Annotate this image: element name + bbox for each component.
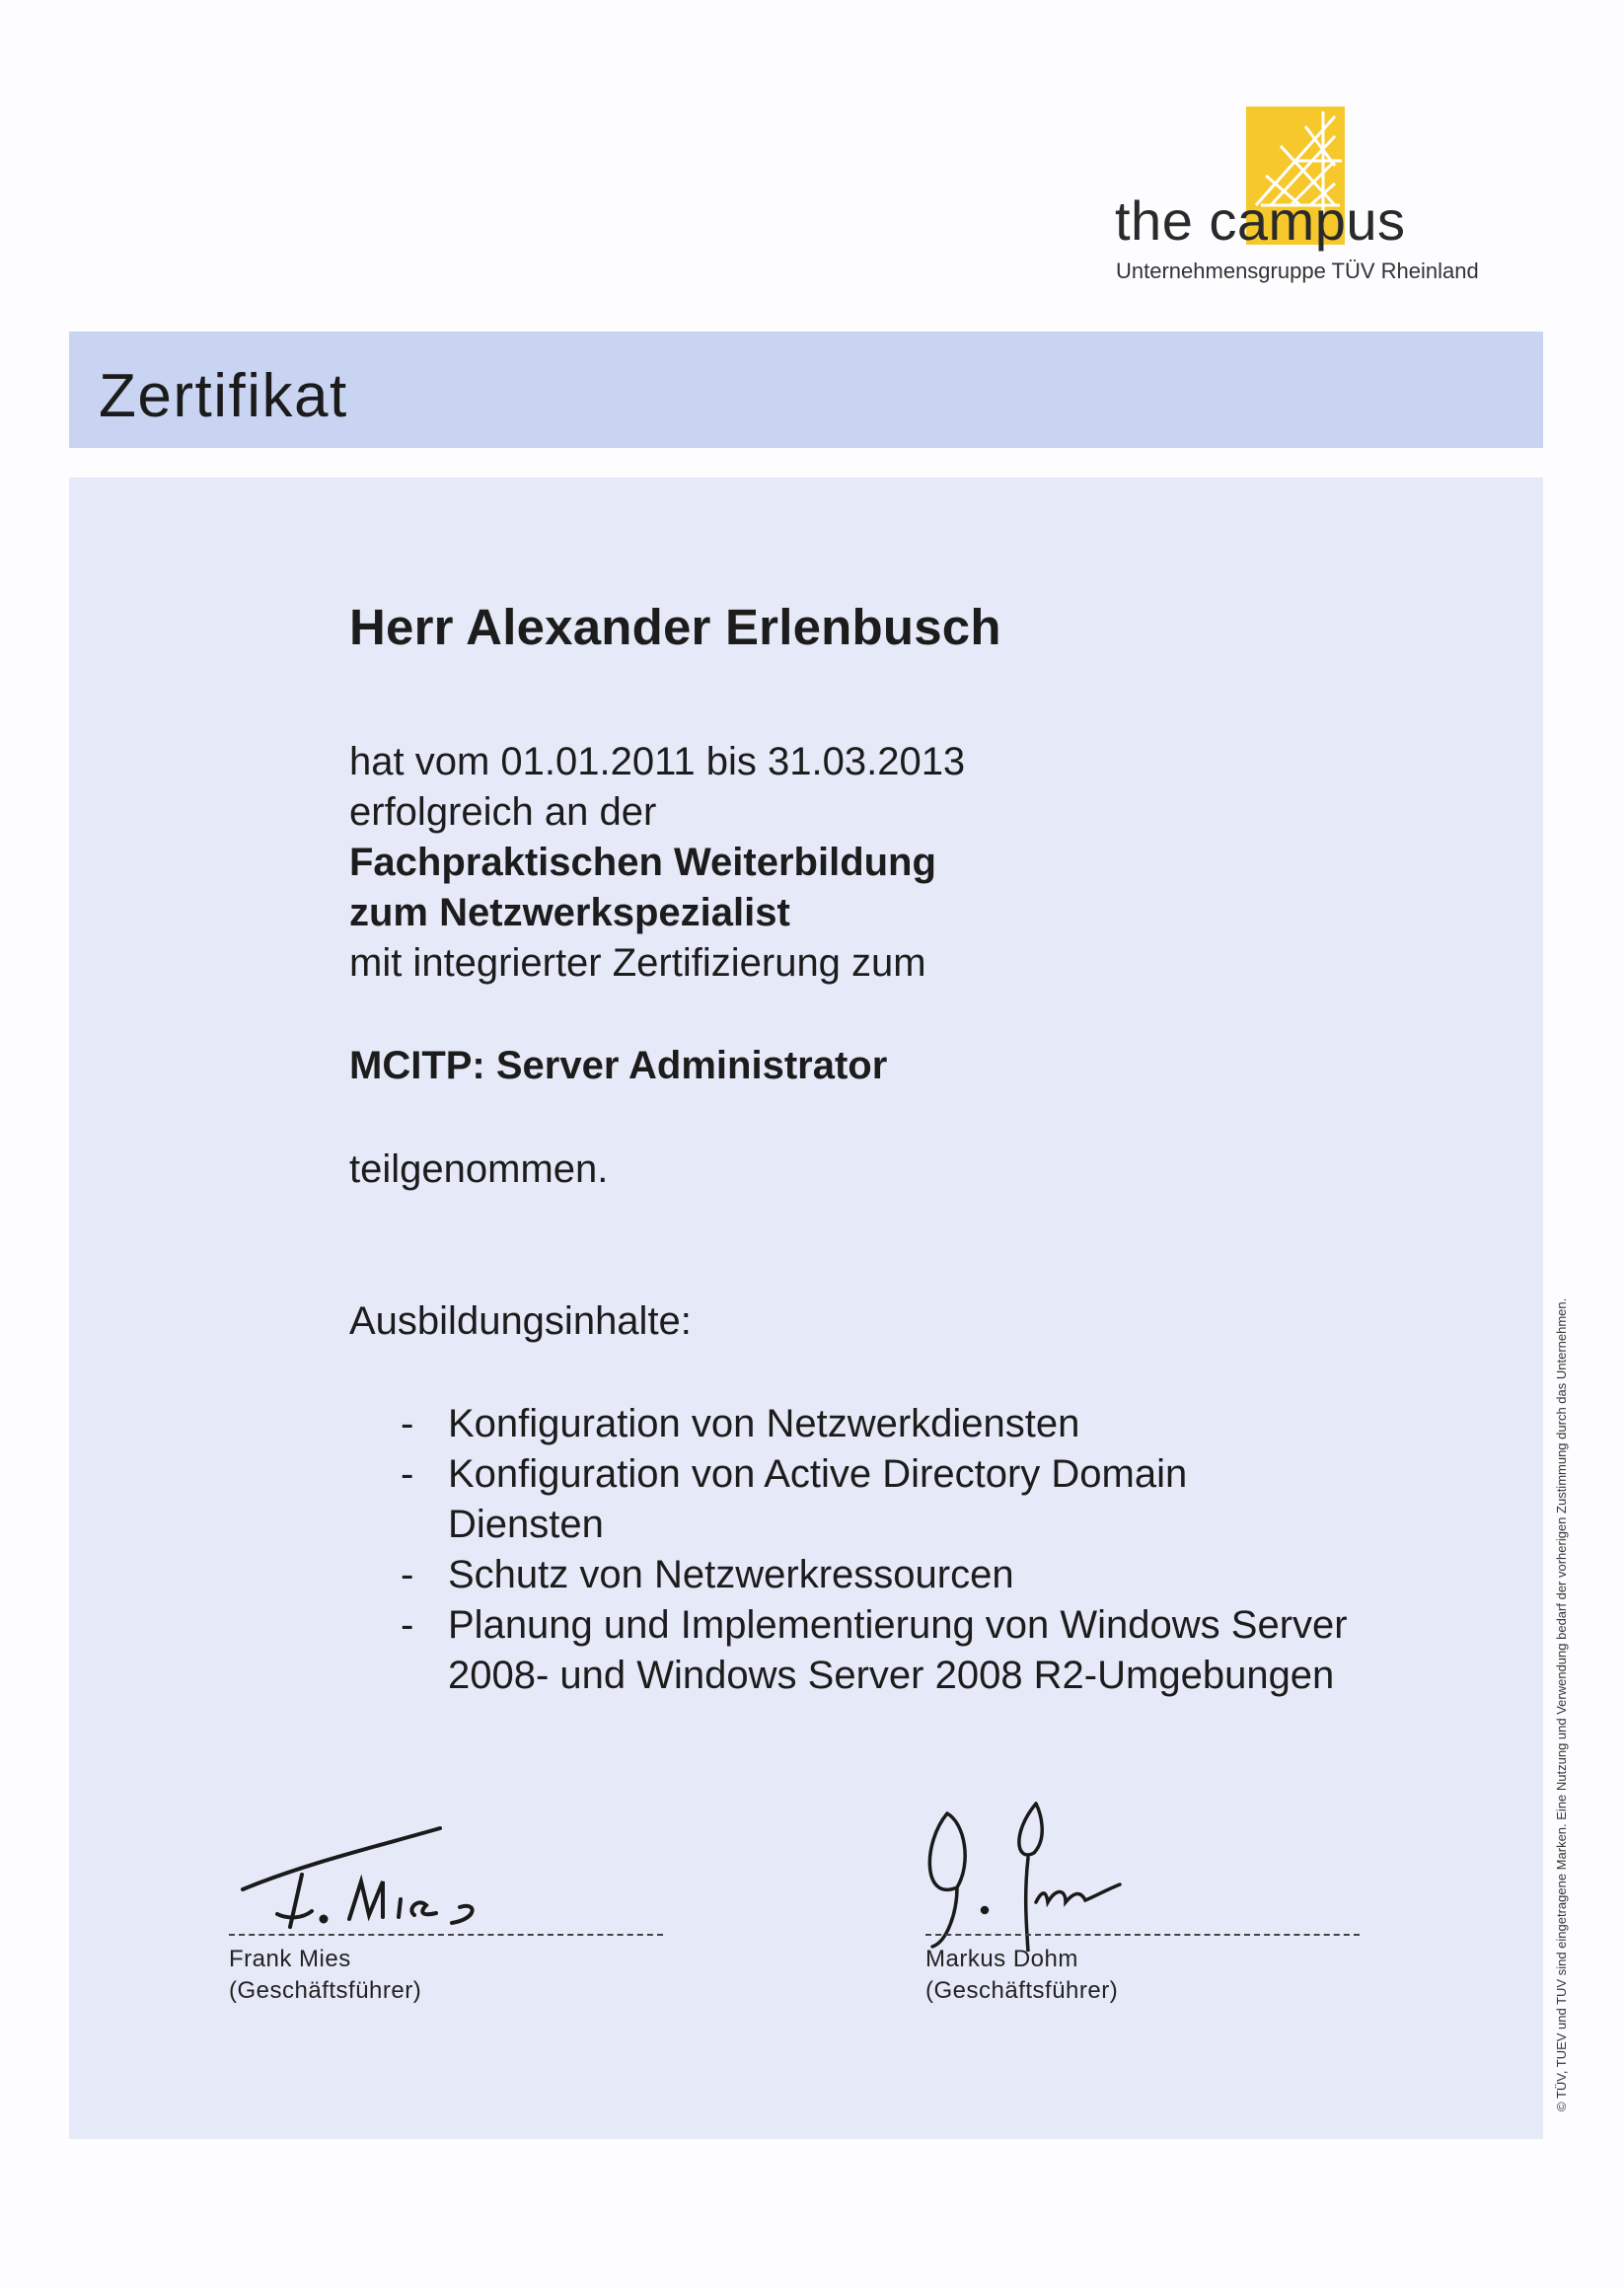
signature-block-1 [229,1934,663,2007]
list-item: - Konfiguration von Active Directory Domain Diensten [401,1452,1188,1546]
recipient-name: Herr Alexander Erlenbusch [349,599,1001,655]
signature-line [229,1934,663,1936]
signatory-name: Markus Dohm [925,1946,1078,1972]
program-line-1: Fachpraktischen Weiterbildung [349,841,936,884]
title-bar [69,332,1543,448]
signature-block-2 [925,1934,1360,2007]
signatory-role: (Geschäftsführer) [925,1977,1119,2004]
contents-heading: Ausbildungsinhalte: [349,1299,692,1343]
list-item: - Konfiguration von Netzwerkdiensten [401,1402,1080,1445]
certification-title: MCITP: Server Administrator [349,1044,888,1087]
integration-line: mit integrierter Zertifizierung zum [349,941,926,985]
legal-note: © TÜV, TUEV und TUV sind eingetragene Marken. Eine Nutzung und Verwendung bedarf der vorherigen Zustimmung durch das Unternehmen. [1554,1297,1569,2111]
brand-subtitle: Unternehmensgruppe TÜV Rheinland [1116,258,1479,283]
signature-dohm-icon [918,1794,1154,1952]
signatory-role: (Geschäftsführer) [229,1977,422,2004]
participated-line: teilgenommen. [349,1147,609,1191]
certificate-statement [349,737,1336,989]
topics-list [349,1399,1348,1701]
period-line: hat vom 01.01.2011 bis 31.03.2013 [349,740,966,783]
signatory-name: Frank Mies [229,1946,351,1972]
list-item: - Schutz von Netzwerkressourcen [401,1553,1014,1596]
certificate-content [349,599,1348,1701]
program-line-2: zum Netzwerkspezialist [349,891,790,934]
brand-name: the campus [1115,189,1406,252]
page-title: Zertifikat [99,362,348,430]
success-line: erfolgreich an der [349,790,657,834]
signature-line [925,1934,1360,1936]
signature-mies-icon [233,1820,509,1939]
list-item: - Planung und Implementierung von Windows Server 2008- und Windows Server 2008 R2-Umgebungen [401,1603,1348,1697]
